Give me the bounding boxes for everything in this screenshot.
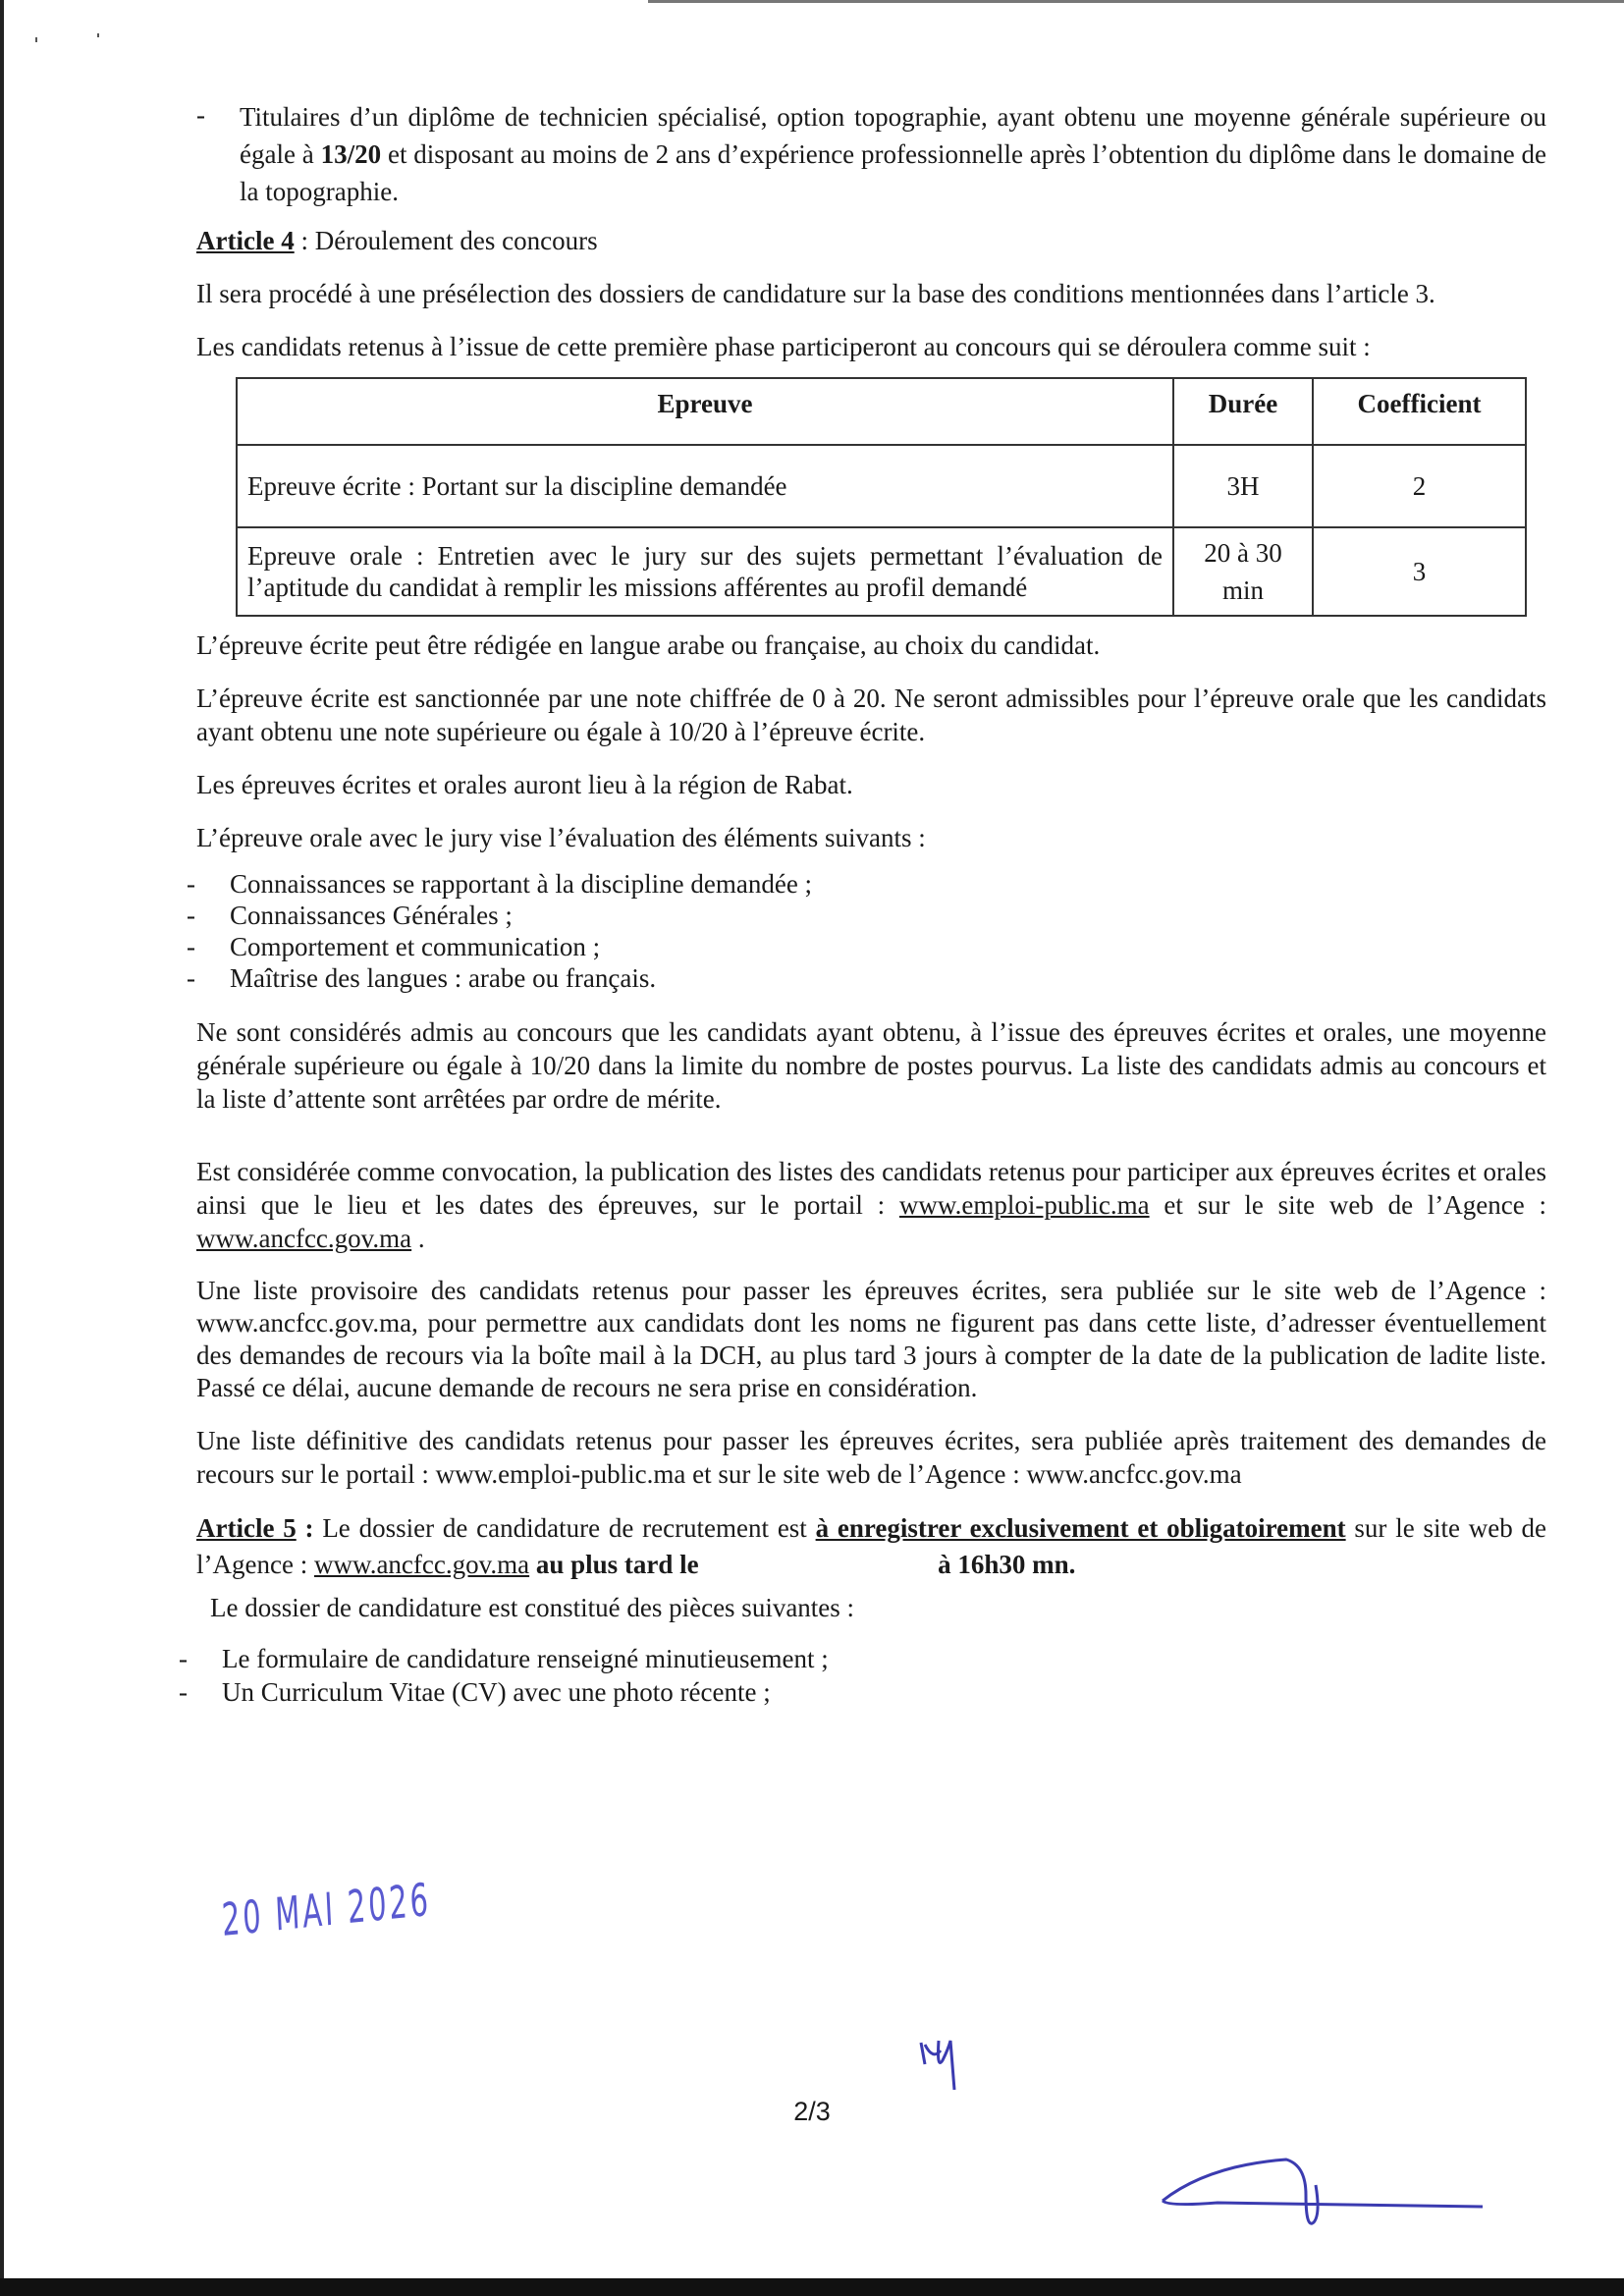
article4-p10: Une liste définitive des candidats retenus pour passer les épreuves écrites, sera publiée après traitement des demandes de recours sur le portail : www.emploi-public.ma et sur le site web de l’Agence : www.ancfcc.gov.ma <box>196 1426 1546 1489</box>
list-item: - Un Curriculum Vitae (CV) avec une photo récente ; <box>179 1677 771 1707</box>
article4-p4: L’épreuve écrite est sanctionnée par une note chiffrée de 0 à 20. Ne seront admissibles pour l’épreuve orale que les candidats ayant obtenu une note supérieure ou égale à 10/20 à l’épreuve écrite. <box>196 683 1546 746</box>
article4-p5: Les épreuves écrites et orales auront lieu à la région de Rabat. <box>196 770 853 799</box>
scan-border-left <box>0 0 4 2296</box>
list-item: - Connaissances Générales ; <box>187 901 513 930</box>
article4-p1: Il sera procédé à une présélection des dossiers de candidature sur la base des conditions mentionnées dans l’article 3. <box>196 279 1435 308</box>
initials-signature-icon <box>913 2031 992 2100</box>
scan-speck <box>97 33 99 37</box>
list-item: - Connaissances se rapportant à la discipline demandée ; <box>187 869 813 899</box>
page-number: 2/3 <box>793 2097 831 2126</box>
emploi-public-link[interactable]: www.emploi-public.ma <box>898 1190 1150 1220</box>
exam-table <box>236 377 1527 617</box>
list-item: - Le formulaire de candidature renseigné minutieusement ; <box>179 1644 829 1673</box>
article5-p2: Le dossier de candidature est constitué des pièces suivantes : <box>210 1593 855 1622</box>
dossier-list <box>179 1642 1546 1709</box>
article4-p6: L’épreuve orale avec le jury vise l’évaluation des éléments suivants : <box>196 823 926 852</box>
list-item: - Comportement et communication ; <box>187 932 601 961</box>
article4-p9: Une liste provisoire des candidats retenus pour passer les épreuves écrites, sera publiée sur le site web de l’Agence : www.ancfcc.gov.ma, pour permettre aux candidats dont les noms ne figurent pas dans cette liste, d’adresser éventuellement des demandes de recours via la boîte mail à la DCH, au plus tard 3 jours à compter de la date de la publication de ladite liste. Passé ce délai, aucune demande de recours ne sera prise en considération. <box>196 1276 1546 1402</box>
scan-border-bottom <box>0 2278 1624 2296</box>
ancfcc-link[interactable]: www.ancfcc.gov.ma <box>196 1224 412 1253</box>
header-epreuve: Epreuve <box>237 378 1173 445</box>
table-header-row <box>237 378 1526 445</box>
signature-icon <box>1159 2156 1492 2234</box>
scan-speck <box>35 37 37 42</box>
article4-p7: Ne sont considérés admis au concours que les candidats ayant obtenu, à l’issue des épreuves écrites et orales, une moyenne générale supérieure ou égale à 10/20 dans la limite du nombre de postes pourvus. La liste des candidats admis au concours et la liste d’attente sont arrêtées par ordre de mérite. <box>196 1017 1546 1114</box>
eligibility-bullet: - Titulaires d’un diplôme de technicien spécialisé, option topographie, ayant obtenu une moyenne générale supérieure ou égale à 13/20 et disposant au moins de 2 ans d’expérience professionnelle après l’obtention du diplôme dans le domaine de la topographie. <box>196 100 1546 206</box>
article4-heading: Article 4 : Déroulement des concours <box>196 226 598 255</box>
date-stamp: 20 MAI 2026 <box>220 1872 432 1946</box>
header-duree: Durée <box>1173 378 1313 445</box>
list-item: - Maîtrise des langues : arabe ou français. <box>187 963 657 993</box>
document-page <box>179 98 1547 1709</box>
article4-p8: Est considérée comme convocation, la publication des listes des candidats retenus pour participer aux épreuves écrites et orales ainsi que le lieu et les dates des épreuves, sur le portail : www.emploi-public.ma et sur le site web de l’Agence : www.ancfcc.gov.ma . <box>196 1157 1547 1253</box>
scan-border-top <box>648 0 1624 3</box>
article4-p2: Les candidats retenus à l’issue de cette première phase participeront au concours qui se déroulera comme suit : <box>196 332 1371 361</box>
table-row: Epreuve orale : Entretien avec le jury sur des sujets permettant l’évaluation de l’aptitude du candidat à remplir les missions afférentes au profil demandé 20 à 30 min 3 <box>237 527 1526 616</box>
ancfcc-link[interactable]: www.ancfcc.gov.ma <box>313 1550 530 1579</box>
article4-p3: L’épreuve écrite peut être rédigée en langue arabe ou française, au choix du candidat. <box>196 630 1101 660</box>
oral-criteria-list <box>187 868 1546 994</box>
header-coefficient: Coefficient <box>1313 378 1526 445</box>
article5-p1: Article 5 : Le dossier de candidature de recrutement est à enregistrer exclusivement et obligatoirement sur le site web de l’Agence : www.ancfcc.gov.ma au plus tard le à 16h30 mn. <box>196 1513 1547 1579</box>
table-row: Epreuve écrite : Portant sur la discipline demandée 3H 2 <box>237 445 1526 527</box>
